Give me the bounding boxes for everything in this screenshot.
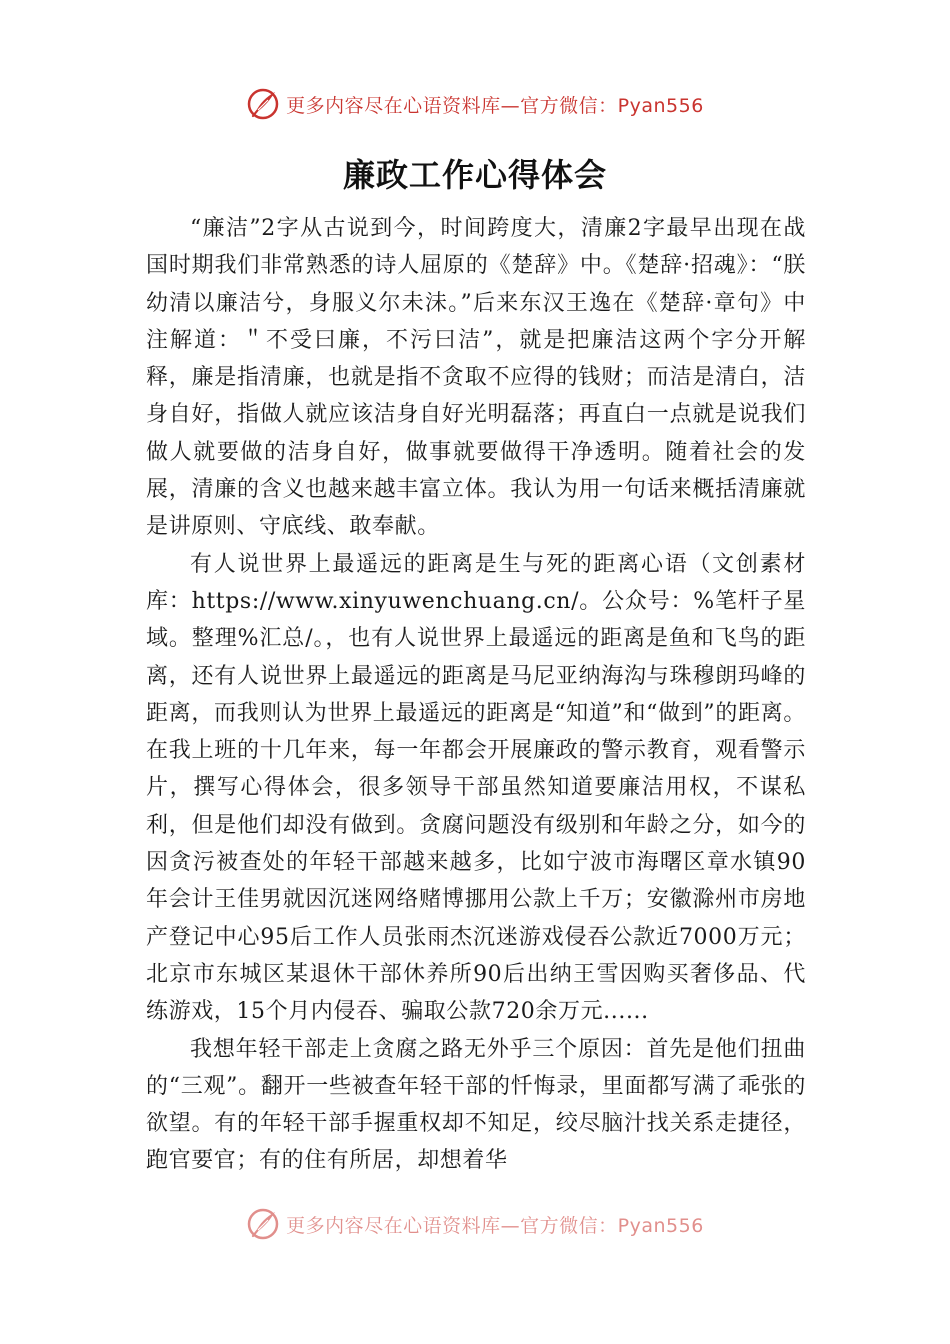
paragraph-3: 我想年轻干部走上贪腐之路无外乎三个原因：首先是他们扭曲的“三观”。翻开一些被查年轻干部的忏悔录，里面都写满了乖张的欲望。有的年轻干部手握重权却不知足，绞尽脑汁找关系走捷径，跑官要官；有的住有所居，却想着华 [146,1036,806,1174]
document-body [146,210,806,1220]
footer-banner-text: 更多内容尽在心语资料库—官方微信：Pyan556 [286,1214,704,1237]
quill-logo-icon [246,1207,280,1241]
header-banner [0,82,950,126]
paragraph-1: “廉洁”2字从古说到今，时间跨度大，清廉2字最早出现在战国时期我们非常熟悉的诗人屈原的《楚辞》中。《楚辞·招魂》：“朕幼清以廉洁兮，身服义尔未沬。”后来东汉王逸在《楚辞·章句》中注解道：＂不受曰廉，不污曰洁”，就是把廉洁这两个字分开解释，廉是指清廉，也就是指不贪取不应得的钱财；而洁是清白，洁身自好，指做人就应该洁身自好光明磊落；再直白一点就是说我们做人就要做的洁身自好，做事就要做得干净透明。随着社会的发展，清廉的含义也越来越丰富立体。我认为用一句话来概括清廉就是讲原则、守底线、敢奉献。 [146,216,806,540]
paragraph-2: 有人说世界上最遥远的距离是生与死的距离心语（文创素材库：https://www.xinyuwenchuang.cn/。公众号：%笔杆子星域。整理%汇总/。，也有人说世界上最遥远的距离是鱼和飞鸟的距离，还有人说世界上最遥远的距离是马尼亚纳海沟与珠穆朗玛峰的距离，而我则认为世界上最遥远的距离是“知道”和“做到”的距离。在我上班的十几年来，每一年都会开展廉政的警示教育，观看警示片，撰写心得体会，很多领导干部虽然知道要廉洁用权，不谋私利，但是他们却没有做到。贪腐问题没有级别和年龄之分，如今的因贪污被查处的年轻干部越来越多，比如宁波市海曙区章水镇90年会计王佳男就因沉迷网络赌博挪用公款上千万；安徽滁州市房地产登记中心95后工作人员张雨杰沉迷游戏侵吞公款近7000万元；北京市东城区某退休干部休养所90后出纳王雪因购买奢侈品、代练游戏，15个月内侵吞、骗取公款720余万元...... [146,551,806,1025]
document-title: 廉政工作心得体会 [342,156,607,194]
quill-logo-icon [246,87,280,121]
header-banner-text: 更多内容尽在心语资料库—官方微信：Pyan556 [286,94,704,117]
footer-banner [0,1202,950,1246]
